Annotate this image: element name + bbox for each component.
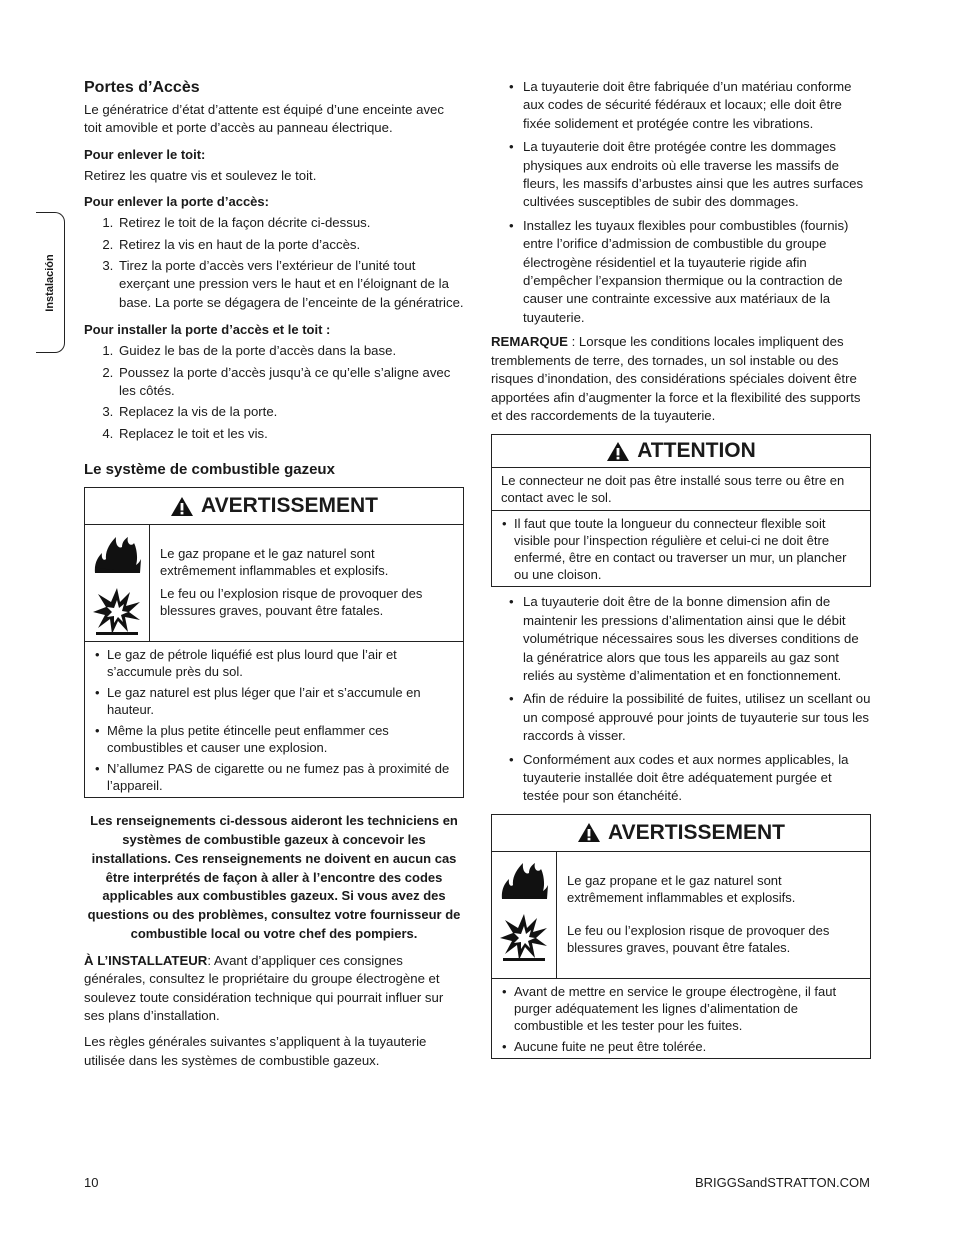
warning-box-1-text [150,525,463,641]
warning-triangle-icon [606,441,630,462]
warning-box-2-title: AVERTISSEMENT [608,820,785,844]
piping-bullet: • La tuyauterie doit être de la bonne dimension afin de maintenir les pressions d’alimentation ainsi que le débit volumétrique nécessaires sous les diverses conditions de la génératrice alors que tous les appareils au gaz sont reliés au système d’alimentation et en fonctionnement. [523,593,871,685]
warning-box-2-text [557,852,870,978]
piping-bullet: • La tuyauterie doit être protégée contre les dommages physiques aux endroits où elle traverse les massifs de fleurs, les massifs d’arbustes ainsi que les autres surfaces cultivées susceptibles de subir des dommages. [523,138,871,212]
installer-label: À L’INSTALLATEUR [84,952,208,968]
installer-text: : Avant d’appliquer ces consignes générales, consultez le propriétaire du groupe électrogène et soulevez toute considération technique qui pourrait influer sur ses plans d’installation. [84,952,444,1024]
attention-intro: Le connecteur ne doit pas être installé sous terre ou être en contact avec le sol. [492,468,870,511]
warning-triangle-icon [170,496,194,517]
left-column [84,78,464,1078]
install-step: 3. Replacez la vis de la porte. [117,403,464,421]
footer-website: BRIGGSandSTRATTON.COM [694,1175,870,1190]
attention-box [491,434,871,587]
attention-bullet: • Il faut que toute la longueur du connecteur flexible soit visible pour l’inspection régulière et celui-ci ne doit être enfermé, être en contact ou traverser un mur, un plancher ou une cloison. [514,515,862,583]
roof-heading: Pour enlever le toit: [84,146,206,162]
remarque-paragraph [491,333,871,425]
remarque-label: REMARQUE [491,334,568,350]
door-steps [84,214,464,312]
warning-triangle-icon [577,822,601,843]
page-number: 10 [84,1175,99,1190]
warning-bullet: • N’allumez PAS de cigarette ou ne fumez pas à proximité de l’appareil. [107,760,455,794]
warning-bullet: • Même la plus petite étincelle peut enflammer ces combustibles et causer une explosion. [107,722,455,756]
warning-bullet: • Le gaz naturel est plus léger que l’air et s’accumule en hauteur. [107,684,455,718]
warning-box-1-header [85,488,463,525]
right-column [491,78,871,1073]
warning-box-1-title: AVERTISSEMENT [201,494,378,518]
install-step: 2. Poussez la porte d’accès jusqu’à ce qu’elle s’aligne avec les côtés. [117,364,464,401]
door-step: 2. Retirez la vis en haut de la porte d’accès. [117,236,464,254]
install-heading: Pour installer la porte d’accès et le toit : [84,322,331,338]
explosion-icon [85,582,149,639]
warning-bullet: • Avant de mettre en service le groupe électrogène, il faut purger adéquatement les lignes d’alimentation de combustible et les tester pour les fuites. [514,983,862,1034]
piping-bullet: • Installez les tuyaux flexibles pour combustibles (fournis) entre l’orifice d’admission de combustible du groupe électrogène résidentiel et la tuyauterie rigide afin d’empêcher l’expansion thermique ou la contraction de causer une contrainte excessive aux matériaux de la tuyauterie. [523,217,871,327]
fire-icon [85,525,149,582]
warning-box-2-text1: Le gaz propane et le gaz naturel sont extrêmement inflammables et explosifs. [567,872,796,905]
piping-bullets-mid [491,593,871,805]
fuel-heading: Le système de combustible gazeux [84,461,335,479]
warning-box-2 [491,814,871,1059]
warning-box-2-text2: Le feu ou l’explosion risque de provoquer des blessures graves, pouvant être fatales. [567,922,830,955]
warning-box-2-hazard-row [492,852,870,979]
side-tab-label: Instalación [44,253,56,312]
warning-box-1-bullets [85,642,463,797]
portes-intro: Le génératrice d’état d’attente est équipé d’une enceinte avec toit amovible et porte d’accès au panneau électrique. [84,102,444,136]
piping-bullet: • Afin de réduire la possibilité de fuites, utilisez un scellant ou un composé approuvé pour joints de tuyauterie sur tous les raccords à visser. [523,690,871,745]
portes-heading: Portes d’Accès [84,79,200,96]
remarque-text: : Lorsque les conditions locales impliquent des tremblements de terre, des tornades, un sol instable ou des risques d’inondation, des considérations spéciales doivent être apportées afin d’augmenter la force et la flexibilité des supports et des raccordements de la tuyauterie. [491,334,861,423]
hazard-icons [85,525,150,641]
piping-bullet: • La tuyauterie doit être fabriquée d’un matériau conforme aux codes de sécurité fédéraux et locaux; elle doit être fixée solidement et protégée contre les vibrations. [523,78,871,133]
install-step: 1. Guidez le bas de la porte d’accès dans la base. [117,342,464,360]
door-step: 3. Tirez la porte d’accès vers l’extérieur de l’unité tout exerçant une pression vers le haut et en l’éloignant de la base. La porte se dégagera de l’enceinte de la génératrice. [117,257,464,312]
door-step: 1. Retirez le toit de la façon décrite ci-dessus. [117,214,464,232]
install-step: 4. Replacez le toit et les vis. [117,425,464,443]
warning-box-1-hazard-row [85,525,463,642]
warning-box-1-text1: Le gaz propane et le gaz naturel sont extrêmement inflammables et explosifs. [160,546,389,579]
warning-bullet: • Le gaz de pétrole liquéfié est plus lourd que l’air et s’accumule près du sol. [107,646,455,680]
rules-paragraph: Les règles générales suivantes s’appliquent à la tuyauterie utilisée dans les systèmes de combustible gazeux. [84,1034,427,1068]
roof-text: Retirez les quatre vis et soulevez le toit. [84,167,317,183]
explosion-icon [492,909,556,966]
warning-box-2-header [492,815,870,852]
installer-paragraph [84,952,464,1026]
section-side-tab [36,212,65,353]
warning-bullet: • Aucune fuite ne peut être tolérée. [514,1038,862,1055]
door-heading: Pour enlever la porte d’accès: [84,194,269,210]
attention-box-header [492,435,870,468]
warning-box-1-text2: Le feu ou l’explosion risque de provoquer des blessures graves, pouvant être fatales. [160,586,423,619]
hazard-icons [492,852,557,978]
attention-box-title: ATTENTION [637,439,756,463]
attention-bullets [492,511,870,586]
fire-icon [492,852,556,909]
warning-box-1 [84,487,464,798]
install-steps [84,342,464,443]
piping-bullets-top [491,78,871,327]
piping-bullet: • Conformément aux codes et aux normes applicables, la tuyauterie installée doit être adéquatement purgée et testée pour son étanchéité. [523,751,871,806]
warning-box-2-bullets [492,979,870,1058]
bold-notice: Les renseignements ci-dessous aideront les techniciens en systèmes de combustible gazeux à concevoir les installations. Ces renseignements ne doivent en aucun cas être interprétés de façon à aller à l’encontre des codes applicables aux combustibles gazeux. Si vous avez des questions ou des problèmes, consultez votre fournisseur de combustible local ou votre chef des pompiers. [87,813,461,942]
